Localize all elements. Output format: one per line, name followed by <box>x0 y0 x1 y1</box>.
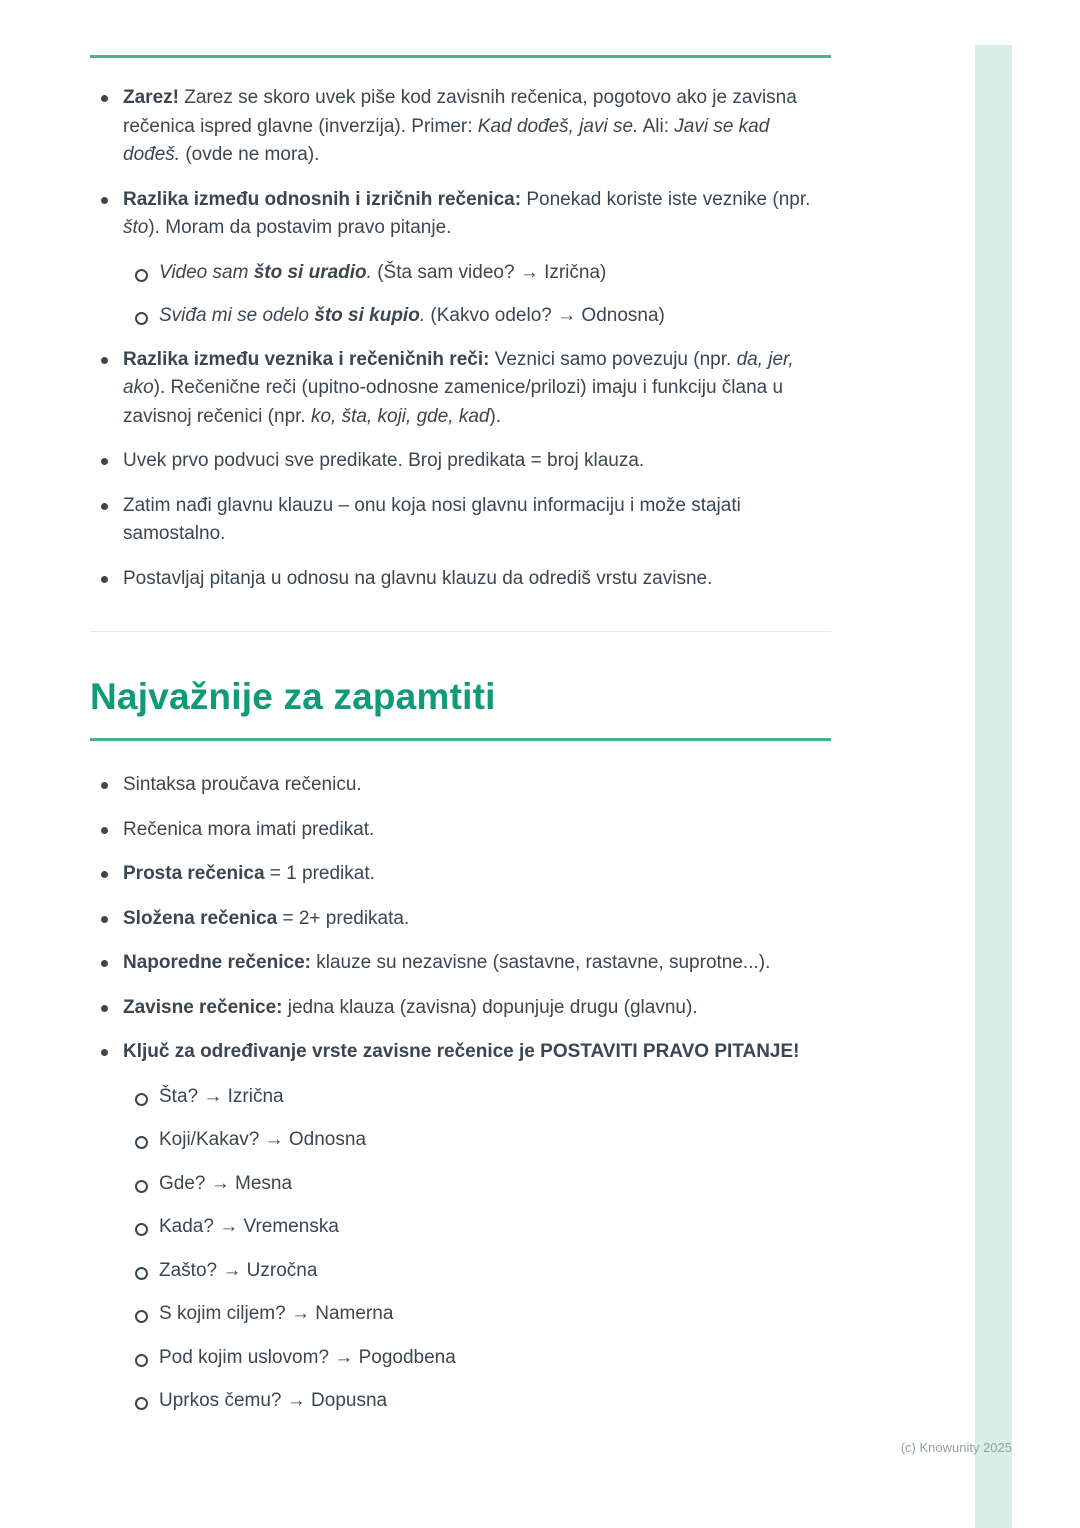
bullet-text: Uvek prvo podvuci sve predikate. Broj predikata = broj klauza. <box>123 450 645 471</box>
bullet-text: Pod kojim uslovom? → Pogodbena <box>159 1346 456 1368</box>
bullet-text: Naporedne rečenice: klauze su nezavisne (sastavne, rastavne, suprotne...). <box>123 952 771 973</box>
summary-bullet-item <box>90 860 831 889</box>
bullet-dot-icon <box>90 565 123 594</box>
heading-underline <box>90 738 831 741</box>
summary-sub-bullet-item <box>126 1083 831 1112</box>
summary-sub-bullet-item <box>126 1213 831 1242</box>
bullet-text: Zavisne rečenice: jedna klauza (zavisna) dopunjuje drugu (glavnu). <box>123 996 698 1018</box>
bullet-dot-icon <box>90 771 123 800</box>
document-content <box>90 84 831 1431</box>
summary-sub-bullet-item <box>126 1300 831 1329</box>
note-sub-bullet-item <box>126 302 831 331</box>
top-accent-line <box>90 55 831 58</box>
summary-bullet-item <box>90 905 831 934</box>
section-heading: Najvažnije za zapamtiti <box>90 676 496 717</box>
bullet-circle-icon <box>126 1083 159 1112</box>
summary-bullet-item <box>90 771 831 800</box>
bullet-text: Ključ za određivanje vrste zavisne rečenice je POSTAVITI PRAVO PITANJE! <box>123 1041 800 1062</box>
summary-sub-bullet-item <box>126 1387 831 1416</box>
section-divider <box>90 631 831 632</box>
bullet-circle-icon <box>126 1257 159 1286</box>
bullet-text: Zatim nađi glavnu klauzu – onu koja nosi glavnu informaciju i može stajati samostalno. <box>123 494 741 544</box>
bullet-circle-icon <box>126 1300 159 1329</box>
notes-bullet-list <box>90 84 831 593</box>
bullet-dot-icon <box>90 186 123 243</box>
note-bullet-item <box>90 186 831 243</box>
summary-bullet-item <box>90 816 831 845</box>
bullet-text: Razlika između odnosnih i izričnih rečenica: Ponekad koriste iste veznike (npr. što). Moram da postavim pravo pitanje. <box>123 188 811 238</box>
note-bullet-item <box>90 447 831 476</box>
bullet-dot-icon <box>90 949 123 978</box>
summary-sub-bullet-item <box>126 1126 831 1155</box>
right-accent-stripe <box>975 45 1012 1528</box>
bullet-dot-icon <box>90 994 123 1023</box>
summary-bullet-item <box>90 994 831 1023</box>
bullet-text: Kada? → Vremenska <box>159 1216 339 1237</box>
note-bullet-item <box>90 492 831 549</box>
bullet-text: Razlika između veznika i rečeničnih reči: Veznici samo povezuju (npr. da, jer, ako). Rečenične reči (upitno-odnosne zamenice/prilozi) imaju i funkciju člana u zavisnoj rečenici (npr. ko, šta, koji, gde, kad). <box>123 348 794 427</box>
bullet-text: Gde? → Mesna <box>159 1172 293 1194</box>
bullet-text: Složena rečenica = 2+ predikata. <box>123 907 410 929</box>
bullet-text: Šta? → Izrična <box>159 1085 284 1107</box>
bullet-text: Rečenica mora imati predikat. <box>123 818 375 840</box>
bullet-text: Zarez! Zarez se skoro uvek piše kod zavisnih rečenica, pogotovo ako je zavisna rečenica ispred glavne (inverzija). Primer: Kad dođeš, javi se. Ali: Javi se kad dođeš. (ovde ne mora). <box>123 87 797 165</box>
bullet-text: S kojim ciljem? → Namerna <box>159 1303 394 1324</box>
bullet-dot-icon <box>90 816 123 845</box>
bullet-circle-icon <box>126 259 159 288</box>
bullet-circle-icon <box>126 1170 159 1199</box>
note-sub-bullet-item <box>126 259 831 288</box>
summary-sub-bullet-item <box>126 1170 831 1199</box>
note-bullet-item <box>90 565 831 594</box>
note-bullet-item <box>90 346 831 432</box>
summary-sub-bullet-item <box>126 1344 831 1373</box>
copyright-footer: (c) Knowunity 2025 <box>900 1440 1012 1455</box>
bullet-dot-icon <box>90 84 123 170</box>
bullet-dot-icon <box>90 447 123 476</box>
bullet-circle-icon <box>126 1126 159 1155</box>
bullet-dot-icon <box>90 905 123 934</box>
bullet-text: Video sam što si uradio. (Šta sam video? → Izrična) <box>159 261 607 283</box>
note-bullet-item <box>90 84 831 170</box>
bullet-circle-icon <box>126 1213 159 1242</box>
bullet-text: Sintaksa proučava rečenicu. <box>123 774 362 795</box>
summary-bullet-list <box>90 771 831 1416</box>
bullet-dot-icon <box>90 1038 123 1067</box>
bullet-text: Prosta rečenica = 1 predikat. <box>123 863 375 884</box>
bullet-dot-icon <box>90 492 123 549</box>
bullet-text: Sviđa mi se odelo što si kupio. (Kakvo odelo? → Odnosna) <box>159 305 665 326</box>
summary-bullet-item <box>90 949 831 978</box>
bullet-circle-icon <box>126 1387 159 1416</box>
bullet-circle-icon <box>126 1344 159 1373</box>
bullet-text: Postavljaj pitanja u odnosu na glavnu klauzu da odrediš vrstu zavisne. <box>123 567 713 589</box>
bullet-text: Zašto? → Uzročna <box>159 1259 318 1281</box>
bullet-text: Koji/Kakav? → Odnosna <box>159 1129 367 1150</box>
summary-sub-bullet-item <box>126 1257 831 1286</box>
summary-bullet-item <box>90 1038 831 1067</box>
bullet-circle-icon <box>126 302 159 331</box>
bullet-dot-icon <box>90 346 123 432</box>
bullet-text: Uprkos čemu? → Dopusna <box>159 1390 388 1411</box>
bullet-dot-icon <box>90 860 123 889</box>
